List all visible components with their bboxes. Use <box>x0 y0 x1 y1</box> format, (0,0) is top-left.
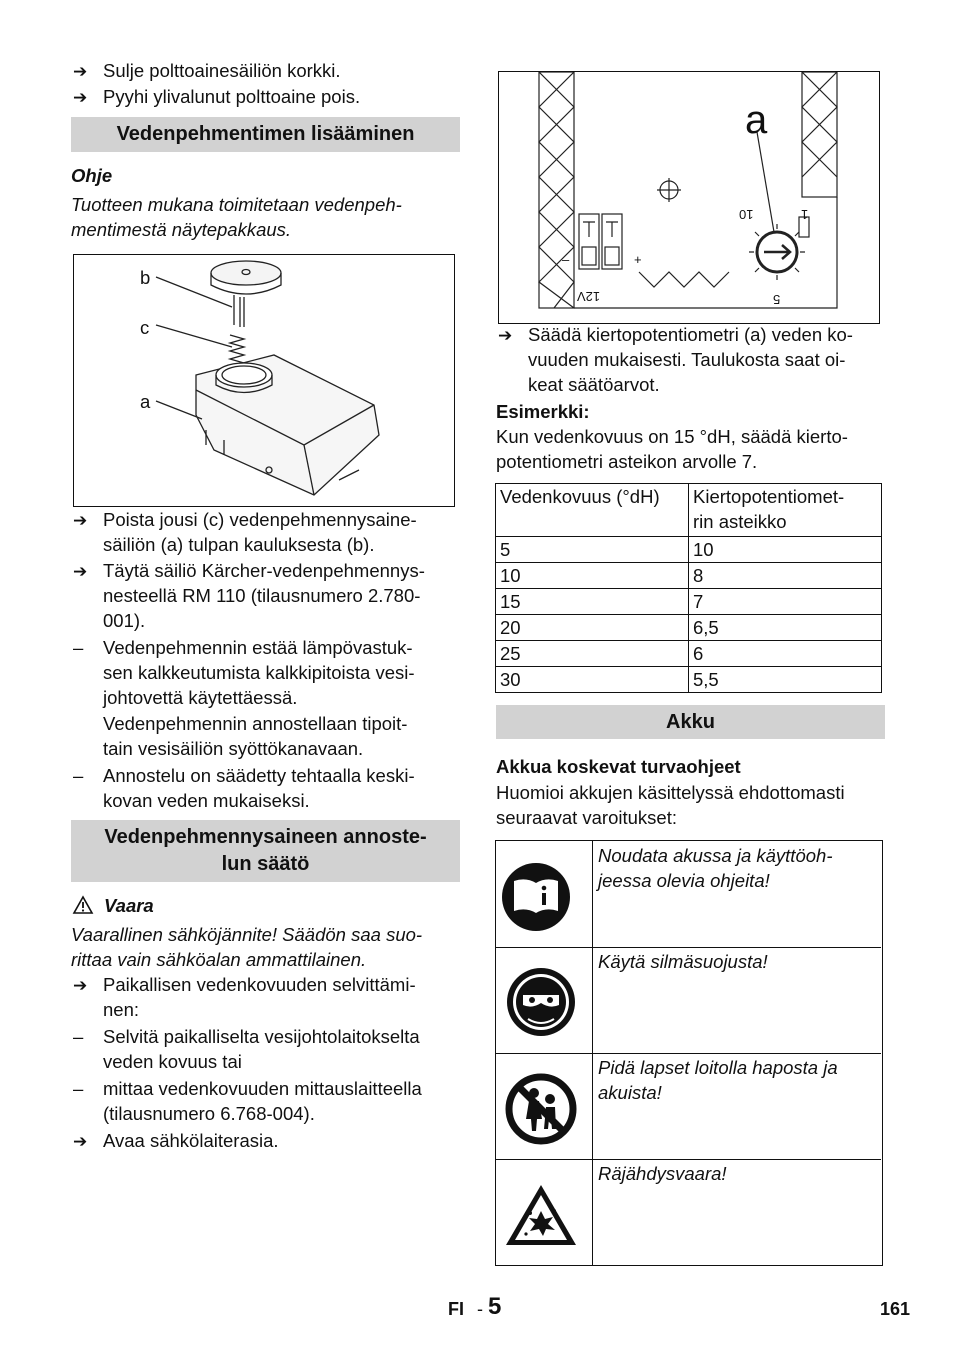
figure-label-a: a <box>140 391 151 412</box>
manual-info-icon <box>496 841 593 947</box>
no-children-icon-graphic <box>496 1053 592 1159</box>
list-text: tain vesisäiliön syöttökanavaan. <box>103 738 364 759</box>
water-softener-figure <box>73 254 455 507</box>
example-text: Kun vedenkovuus on 15 °dH, säädä kierto- <box>496 426 848 447</box>
warning-triangle-icon <box>72 895 94 915</box>
arrow-icon: ➔ <box>73 88 88 108</box>
instruction-text: Paikallisen vedenkovuuden selvittämi- <box>103 974 416 995</box>
warning-text-line: jeessa olevia ohjeita! <box>598 870 770 891</box>
table-header-row <box>496 484 882 537</box>
list-text: johtovettä käytettäessä. <box>103 687 298 708</box>
list-text: Annostelu on säädetty tehtaalla keski- <box>103 765 415 786</box>
warning-text <box>598 1161 727 1186</box>
table-cell: 8 <box>689 563 882 589</box>
list-text: kovan veden mukaiseksi. <box>103 790 310 811</box>
battery-warnings-table <box>495 840 883 1266</box>
section-heading-line: lun säätö <box>221 853 310 875</box>
list-text: Vedenpehmennin estää lämpövastuk- <box>103 637 413 658</box>
dash-bullet: – <box>73 765 84 786</box>
footer-language: FI <box>448 1299 464 1319</box>
list-text: mittaa vedenkovuuden mittauslaitteella <box>103 1078 422 1099</box>
list-text: veden kovuus tai <box>103 1051 242 1072</box>
table-row <box>496 641 882 667</box>
example-heading: Esimerkki: <box>496 401 590 422</box>
warning-row <box>496 1053 881 1160</box>
control-board-figure <box>498 71 880 324</box>
manual-info-icon-graphic <box>496 841 592 947</box>
section-heading: Akku <box>496 705 885 739</box>
list-text: Vedenpehmennin annostellaan tipoit- <box>103 713 408 734</box>
footer-chapter: 5 <box>488 1293 502 1320</box>
explosion-icon-graphic <box>496 1159 592 1265</box>
table-header-cell <box>689 484 882 537</box>
figure-label-c: c <box>140 317 150 338</box>
section-heading-line: Vedenpehmennysaineen annoste- <box>104 826 427 848</box>
footer-separator: - <box>477 1299 483 1319</box>
terminal-plus-label: + <box>634 252 642 267</box>
table-row <box>496 589 882 615</box>
warning-text-line: Pidä lapset loitolla haposta ja <box>598 1057 838 1078</box>
table-row <box>496 537 882 563</box>
instruction-text: Avaa sähkölaiterasia. <box>103 1130 279 1151</box>
table-cell: 10 <box>689 537 882 563</box>
instruction-text: Poista jousi (c) vedenpehmennysaine- <box>103 509 417 530</box>
control-board-illustration <box>499 72 879 323</box>
instruction-text: keat säätöarvot. <box>528 374 660 395</box>
warning-text-line: Käytä silmäsuojusta! <box>598 951 768 972</box>
example-text: potentiometri asteikon arvolle 7. <box>496 451 758 472</box>
water-hardness-table <box>495 483 882 693</box>
table-cell: 6,5 <box>689 615 882 641</box>
note-text: Tuotteen mukana toimitetaan vedenpeh- <box>71 194 402 215</box>
warning-row <box>496 947 881 1054</box>
instruction-text: Sulje polttoainesäiliön korkki. <box>103 60 341 81</box>
table-cell: 15 <box>496 589 689 615</box>
instruction-text: säiliön (a) tulpan kauluksesta (b). <box>103 534 375 555</box>
arrow-icon: ➔ <box>73 562 88 582</box>
instruction-text: Täytä säiliö Kärcher-vedenpehmennys- <box>103 560 425 581</box>
subheading: Akkua koskevat turvaohjeet <box>496 756 741 777</box>
warning-text <box>598 1055 838 1105</box>
page-number: 161 <box>880 1299 911 1319</box>
table-row <box>496 667 882 693</box>
note-text: mentimestä näytepakkaus. <box>71 219 292 240</box>
eye-protection-icon-graphic <box>496 947 592 1053</box>
warning-text: rittaa vain sähköalan ammattilainen. <box>71 949 367 970</box>
instruction-text: 001). <box>103 610 146 631</box>
note-heading: Ohje <box>71 165 113 186</box>
dash-bullet: – <box>73 1026 84 1047</box>
table-cell: 30 <box>496 667 689 693</box>
arrow-icon: ➔ <box>73 62 88 82</box>
instruction-text: nen: <box>103 999 140 1020</box>
table-header-cell: Vedenkovuus (°dH) <box>496 484 689 537</box>
arrow-icon: ➔ <box>73 511 88 531</box>
scale-label-1: 1 <box>801 207 809 222</box>
table-row <box>496 563 882 589</box>
warning-text-line: Räjähdysvaara! <box>598 1163 727 1184</box>
voltage-label: 12V <box>577 289 601 304</box>
warning-text: Vaarallinen sähköjännite! Säädön saa suo- <box>71 924 423 945</box>
instruction-text: nesteellä RM 110 (tilausnumero 2.780- <box>103 585 421 606</box>
terminal-minus-label: – <box>562 252 570 267</box>
table-row <box>496 615 882 641</box>
table-header-line: Kiertopotentiomet- <box>693 486 845 507</box>
warning-text <box>598 843 832 893</box>
table-cell: 20 <box>496 615 689 641</box>
figure-label-b: b <box>140 267 151 288</box>
eye-protection-icon <box>496 947 593 1053</box>
arrow-icon: ➔ <box>498 326 513 346</box>
warning-row <box>496 1159 881 1265</box>
warning-heading: Vaara <box>104 895 154 916</box>
table-cell: 10 <box>496 563 689 589</box>
table-cell: 6 <box>689 641 882 667</box>
intro-text: Huomioi akkujen käsittelyssä ehdottomasti <box>496 782 845 803</box>
scale-label-5: 5 <box>773 292 781 307</box>
warning-row <box>496 841 881 948</box>
table-cell: 5,5 <box>689 667 882 693</box>
list-text: sen kalkkeutumista kalkkipitoista vesi- <box>103 662 415 683</box>
scale-label-10: 10 <box>739 207 754 222</box>
instruction-text: Säädä kiertopotentiometri (a) veden ko- <box>528 324 853 345</box>
table-header-line: rin asteikko <box>693 511 787 532</box>
dash-bullet: – <box>73 1078 84 1099</box>
instruction-text: vuuden mukaisesti. Taulukosta saat oi- <box>528 349 846 370</box>
table-cell: 7 <box>689 589 882 615</box>
arrow-icon: ➔ <box>73 1132 88 1152</box>
softener-tank-illustration <box>74 255 454 506</box>
section-heading <box>71 820 460 882</box>
instruction-text: Pyyhi ylivalunut polttoaine pois. <box>103 86 361 107</box>
no-children-icon <box>496 1053 593 1159</box>
list-text: (tilausnumero 6.768-004). <box>103 1103 315 1124</box>
section-heading: Vedenpehmentimen lisääminen <box>71 117 460 152</box>
warning-text-line: akuista! <box>598 1082 662 1103</box>
figure-label-a: a <box>745 98 768 142</box>
warning-text-line: Noudata akussa ja käyttöoh- <box>598 845 833 866</box>
table-cell: 5 <box>496 537 689 563</box>
intro-text: seuraavat varoitukset: <box>496 807 677 828</box>
list-text: Selvitä paikalliselta vesijohtolaitokselta <box>103 1026 420 1047</box>
table-cell: 25 <box>496 641 689 667</box>
dash-bullet: – <box>73 637 84 658</box>
warning-text <box>598 949 768 974</box>
explosion-icon <box>496 1159 593 1265</box>
arrow-icon: ➔ <box>73 976 88 996</box>
